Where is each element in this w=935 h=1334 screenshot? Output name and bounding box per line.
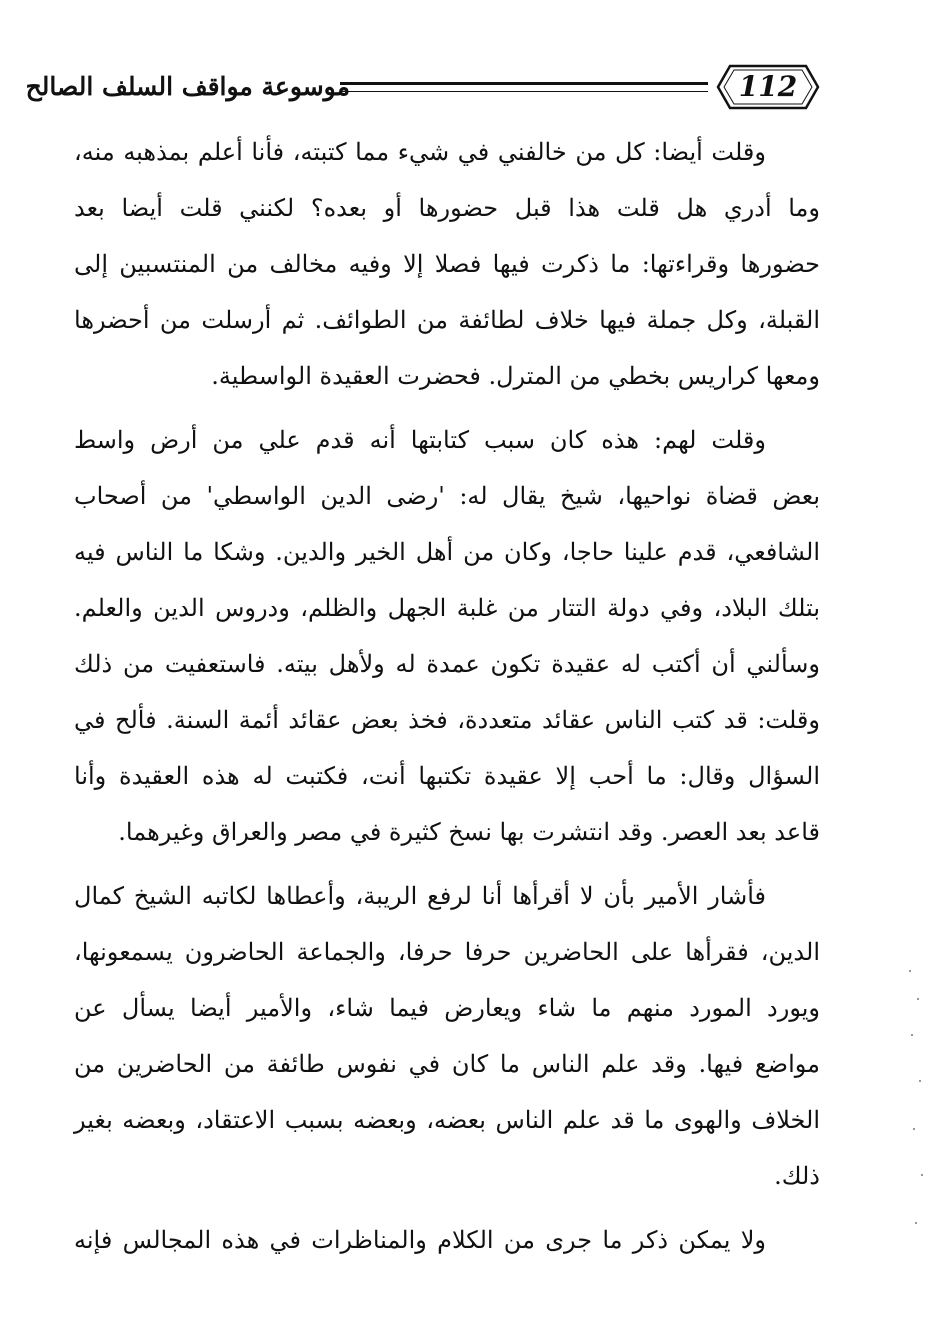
text-line: حضورها وقراءتها: ما ذكرت فيها فصلا إلا وفيه مخالف من المنتسبين إلى xyxy=(74,250,820,278)
text-line: الدين، فقرأها على الحاضرين حرفا حرفا، والجماعة الحاضرون يسمعونها، xyxy=(74,938,820,966)
text-line: وقلت أيضا: كل من خالفني في شيء مما كتبته، فأنا أعلم بمذهبه منه، xyxy=(74,138,766,166)
text-line: القبلة، وكل جملة فيها خلاف لطائفة من الطوائف. ثم أرسلت من أحضرها xyxy=(74,306,821,334)
text-line: وما أدري هل قلت هذا قبل حضورها أو بعده؟ لكنني قلت أيضا بعد xyxy=(74,194,820,222)
text-line: وسألني أن أكتب له عقيدة تكون عمدة له ولأهل بيته. فاستعفيت من ذلك xyxy=(74,650,820,678)
text-line: وقلت: قد كتب الناس عقائد متعددة، فخذ بعض عقائد أئمة السنة. فألح في xyxy=(74,706,820,734)
text-line: ولا يمكن ذكر ما جرى من الكلام والمناظرات في هذه المجالس فإنه xyxy=(74,1226,766,1254)
text-line: مواضع فيها. وقد علم الناس ما كان في نفوس طائفة من الحاضرين من xyxy=(74,1050,820,1078)
header-rule xyxy=(340,82,708,92)
text-line: ذلك. xyxy=(774,1162,820,1190)
body-text xyxy=(74,124,820,1268)
page-number-badge xyxy=(716,64,820,110)
text-line: بعض قضاة نواحيها، شيخ يقال له: 'رضى الدين الواسطي' من أصحاب xyxy=(74,482,820,510)
text-line: الخلاف والهوى ما قد علم الناس بعضه، وبعضه بسبب الاعتقاد، وبعضه بغير xyxy=(74,1106,820,1134)
page-header xyxy=(25,62,820,112)
text-line: ومعها كراريس بخطي من المترل. فحضرت العقيدة الواسطية. xyxy=(211,362,820,390)
text-line: فأشار الأمير بأن لا أقرأها أنا لرفع الريبة، وأعطاها لكاتبه الشيخ كمال xyxy=(74,882,767,910)
book-title: موسوعة مواقف السلف الصالح xyxy=(25,72,350,101)
text-line: الشافعي، قدم علينا حاجا، وكان من أهل الخير والدين. وشكا ما الناس فيه xyxy=(74,538,820,566)
text-line: وقلت لهم: هذه كان سبب كتابتها أنه قدم علي من أرض واسط xyxy=(74,426,766,454)
text-line: السؤال وقال: ما أحب إلا عقيدة تكتبها أنت، فكتبت له هذه العقيدة وأنا xyxy=(74,762,820,790)
paragraph xyxy=(74,1212,820,1268)
text-line: قاعد بعد العصر. وقد انتشرت بها نسخ كثيرة في مصر والعراق وغيرهما. xyxy=(118,818,820,846)
text-line: بتلك البلاد، وفي دولة التتار من غلبة الجهل والظلم، ودروس الدين والعلم. xyxy=(74,594,820,622)
paragraph xyxy=(74,868,820,1204)
text-line: ويورد المورد منهم ما شاء ويعارض فيما شاء، والأمير أيضا يسأل عن xyxy=(74,994,820,1022)
paragraph xyxy=(74,124,820,404)
scan-edge-marks xyxy=(905,960,929,1260)
paragraph xyxy=(74,412,820,860)
page-number: 112 xyxy=(738,70,798,103)
